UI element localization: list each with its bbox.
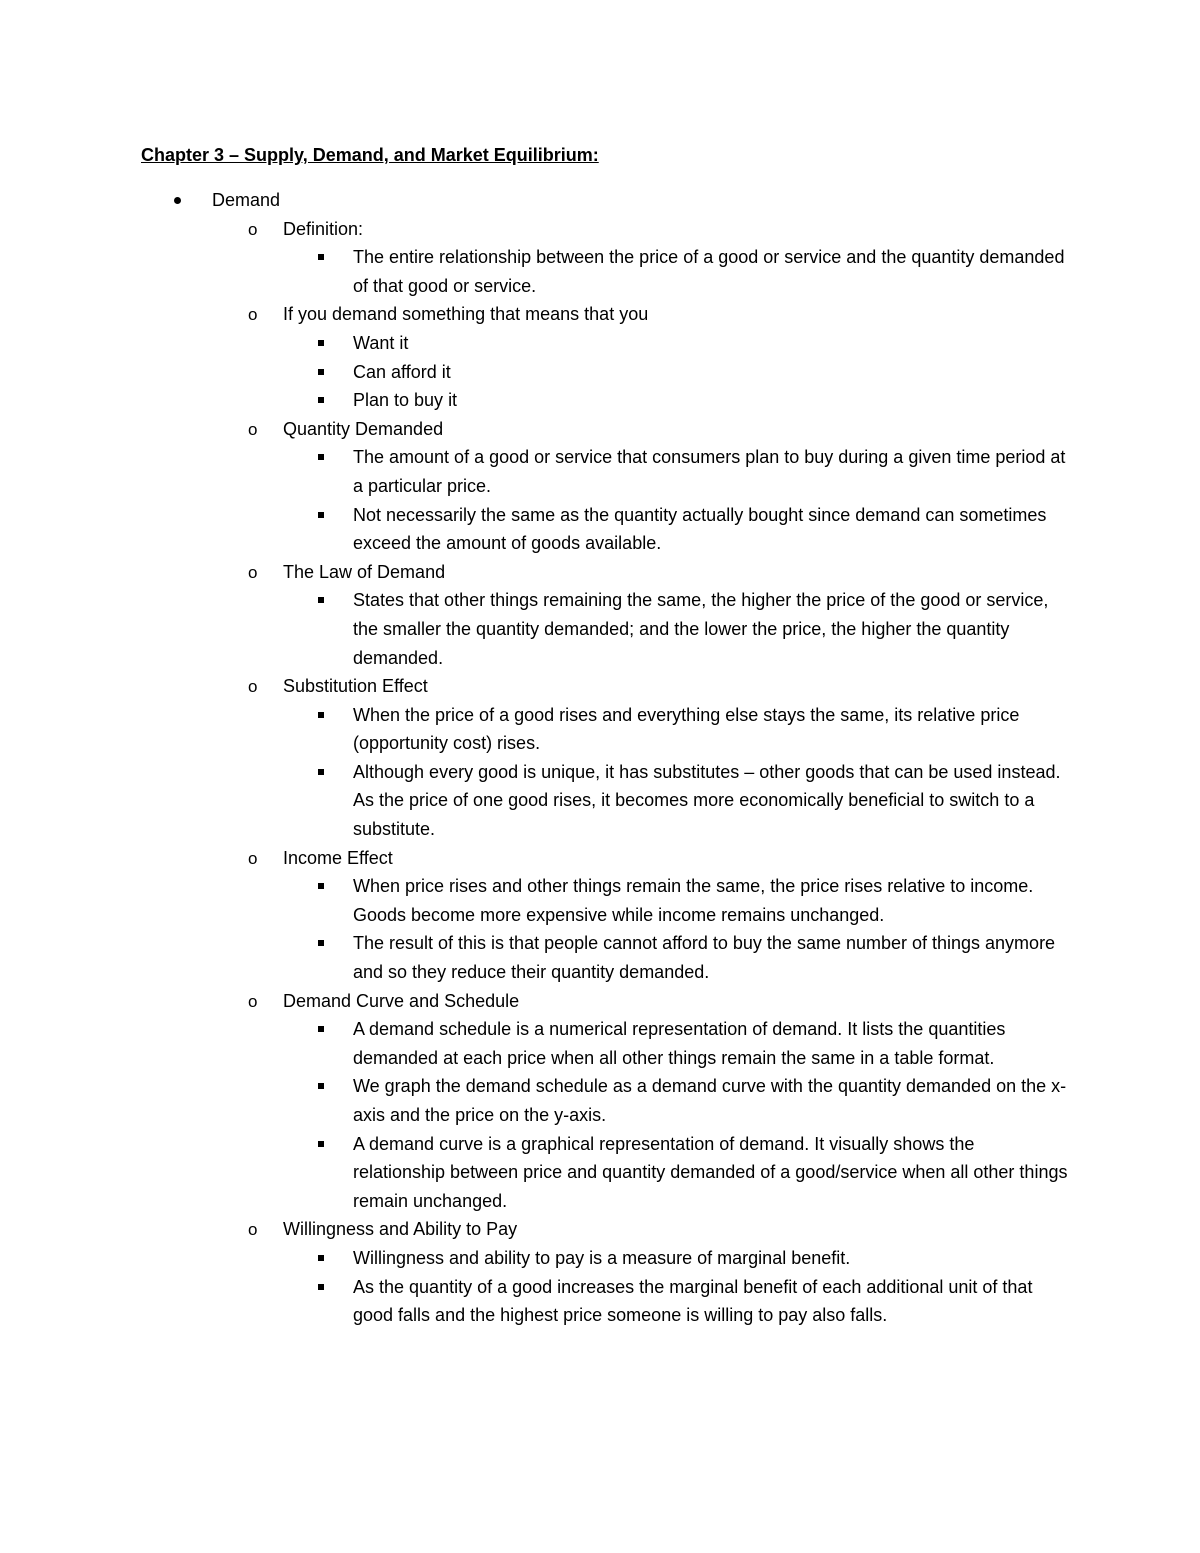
- circle-bullet-icon: o: [248, 305, 258, 325]
- subsection-heading: [0, 987, 1200, 1016]
- circle-bullet-icon: o: [248, 419, 258, 439]
- point-list: [0, 443, 1200, 557]
- point-item: [0, 243, 1068, 300]
- circle-bullet-icon: o: [248, 1220, 258, 1240]
- subsection-item: [0, 844, 1200, 987]
- subsection-label: If you demand something that means that you: [283, 304, 649, 325]
- section-item: [0, 186, 1200, 1330]
- subsection-label: Willingness and Ability to Pay: [283, 1219, 518, 1240]
- circle-bullet-icon: o: [248, 677, 258, 697]
- subsection-label: Definition:: [283, 218, 364, 239]
- point-text: Want it: [353, 332, 409, 353]
- subsection-heading: [0, 1215, 1200, 1244]
- point-list: [0, 1244, 1200, 1330]
- subsection-list: [0, 215, 1200, 1330]
- point-text: Willingness and ability to pay is a measure of marginal benefit.: [353, 1247, 851, 1268]
- subsection-heading: [0, 215, 1200, 244]
- outline-list: [0, 186, 1200, 1330]
- point-item: [0, 1015, 1068, 1072]
- point-list: [0, 1015, 1200, 1215]
- point-text: Can afford it: [353, 361, 451, 382]
- subsection-label: The Law of Demand: [283, 561, 446, 582]
- subsection-label: Substitution Effect: [283, 676, 428, 697]
- subsection-item: [0, 415, 1200, 558]
- square-bullet-icon: [318, 1141, 324, 1147]
- point-text: As the quantity of a good increases the marginal benefit of each additional unit of that good falls and the highest price someone is willing to pay also falls.: [353, 1276, 1033, 1326]
- point-text: The entire relationship between the price of a good or service and the quantity demanded of that good or service.: [353, 247, 1065, 296]
- subsection-item: [0, 987, 1200, 1216]
- point-text: When the price of a good rises and everything else stays the same, its relative price (opportunity cost) rises.: [353, 704, 1020, 754]
- point-text: States that other things remaining the same, the higher the price of the good or service, the smaller the quantity demanded; and the lower the price, the higher the quantity demanded.: [353, 590, 1049, 668]
- subsection-item: [0, 1215, 1200, 1329]
- subsection-heading: [0, 415, 1200, 444]
- square-bullet-icon: [318, 254, 324, 260]
- subsection-heading: [0, 672, 1200, 701]
- square-bullet-icon: [318, 1026, 324, 1032]
- circle-bullet-icon: o: [248, 219, 258, 239]
- square-bullet-icon: [318, 597, 324, 603]
- point-item: [0, 872, 1068, 929]
- page-title: Chapter 3 – Supply, Demand, and Market Equilibrium:: [141, 145, 599, 165]
- subsection-heading: [0, 300, 1200, 329]
- subsection-item: [0, 558, 1200, 672]
- point-item: [0, 758, 1068, 844]
- point-text: We graph the demand schedule as a demand curve with the quantity demanded on the x-axis and the price on the y-axis.: [353, 1076, 1067, 1125]
- point-item: [0, 386, 1068, 415]
- point-item: [0, 929, 1068, 986]
- point-text: Plan to buy it: [353, 390, 458, 411]
- point-item: [0, 1130, 1068, 1216]
- subsection-item: [0, 672, 1200, 844]
- point-list: [0, 243, 1200, 300]
- point-item: [0, 1072, 1068, 1129]
- point-list: [0, 329, 1200, 415]
- square-bullet-icon: [318, 1284, 324, 1290]
- square-bullet-icon: [318, 454, 324, 460]
- square-bullet-icon: [318, 940, 324, 946]
- square-bullet-icon: [318, 769, 324, 775]
- point-item: [0, 1273, 1068, 1330]
- point-item: [0, 329, 1068, 358]
- subsection-label: Quantity Demanded: [283, 418, 444, 439]
- point-text: The result of this is that people cannot afford to buy the same number of things anymore and so they reduce their quantity demanded.: [353, 933, 1056, 983]
- point-item: [0, 501, 1068, 558]
- circle-bullet-icon: o: [248, 848, 258, 868]
- circle-bullet-icon: o: [248, 991, 258, 1011]
- disc-bullet-icon: [174, 197, 181, 204]
- subsection-label: Demand Curve and Schedule: [283, 990, 520, 1011]
- point-list: [0, 872, 1200, 986]
- point-item: [0, 358, 1068, 387]
- point-text: A demand curve is a graphical representation of demand. It visually shows the relationship between price and quantity demanded of a good/service when all other things remain unchanged.: [353, 1133, 1068, 1211]
- point-text: When price rises and other things remain the same, the price rises relative to income. Goods become more expensive while income remains unchanged.: [353, 876, 1034, 925]
- point-item: [0, 586, 1068, 672]
- point-item: [0, 443, 1068, 500]
- square-bullet-icon: [318, 1083, 324, 1089]
- point-item: [0, 1244, 1068, 1273]
- point-text: A demand schedule is a numerical representation of demand. It lists the quantities demanded at each price when all other things remain the same in a table format.: [353, 1019, 1006, 1068]
- point-list: [0, 586, 1200, 672]
- square-bullet-icon: [318, 369, 324, 375]
- point-text: The amount of a good or service that consumers plan to buy during a given time period at a particular price.: [353, 447, 1066, 496]
- section-label: Demand: [212, 190, 281, 210]
- subsection-item: [0, 300, 1200, 414]
- section-heading: [0, 186, 1200, 215]
- point-item: [0, 701, 1068, 758]
- circle-bullet-icon: o: [248, 562, 258, 582]
- subsection-item: [0, 215, 1200, 301]
- subsection-heading: [0, 558, 1200, 587]
- subsection-label: Income Effect: [283, 847, 393, 868]
- square-bullet-icon: [318, 1255, 324, 1261]
- point-list: [0, 701, 1200, 844]
- square-bullet-icon: [318, 883, 324, 889]
- square-bullet-icon: [318, 712, 324, 718]
- subsection-heading: [0, 844, 1200, 873]
- point-text: Not necessarily the same as the quantity actually bought since demand can sometimes exceed the amount of goods available.: [353, 504, 1047, 554]
- square-bullet-icon: [318, 512, 324, 518]
- square-bullet-icon: [318, 340, 324, 346]
- point-text: Although every good is unique, it has substitutes – other goods that can be used instead. As the price of one good rises, it becomes more economically beneficial to switch to a substitute.: [353, 761, 1061, 840]
- square-bullet-icon: [318, 397, 324, 403]
